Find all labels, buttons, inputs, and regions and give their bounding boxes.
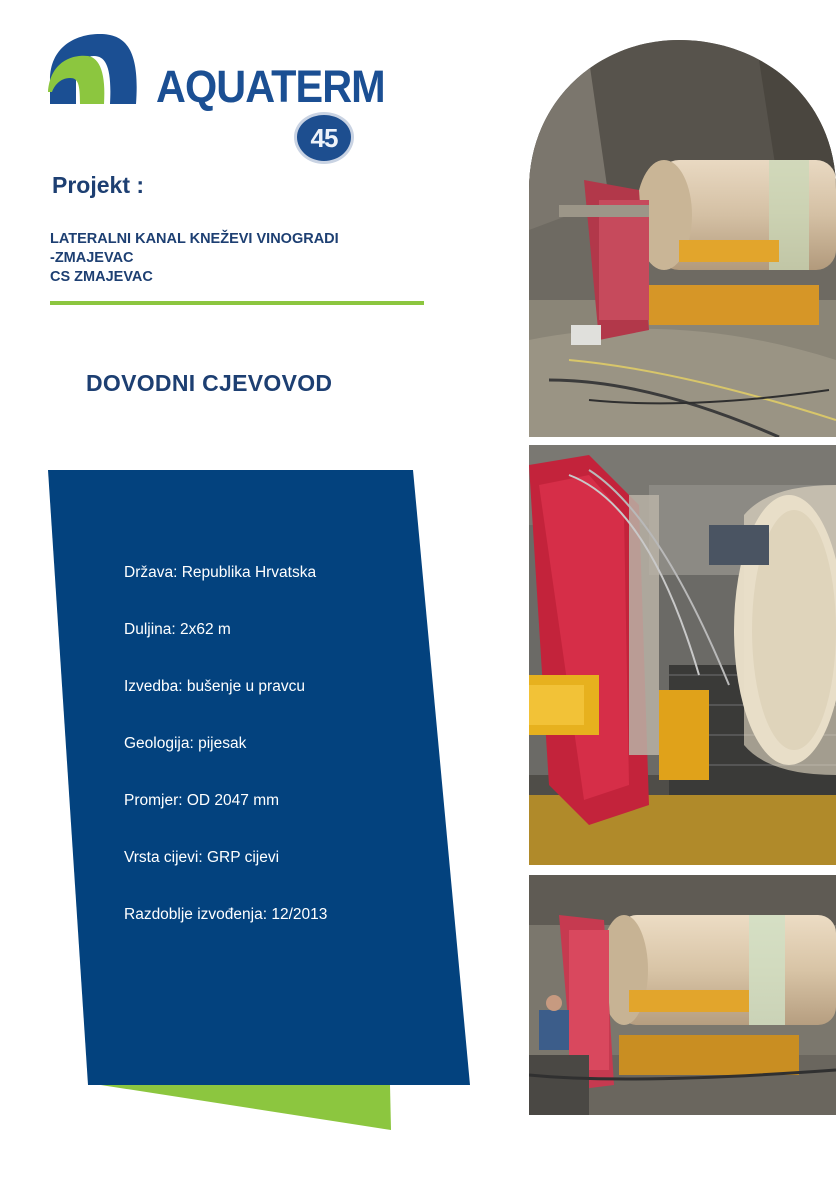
project-details	[124, 563, 327, 962]
detail-method: Izvedba: bušenje u pravcu	[124, 678, 305, 695]
detail-period: Razdoblje izvođenja: 12/2013	[124, 906, 328, 923]
project-name-line-3: CS ZMAJEVAC	[50, 269, 153, 285]
project-heading: Projekt :	[52, 172, 145, 198]
detail-length: Duljina: 2x62 m	[124, 621, 231, 638]
site-photo-3	[529, 875, 836, 1115]
detail-pipe-type: Vrsta cijevi: GRP cijevi	[124, 849, 280, 866]
anniversary-number: 45	[310, 122, 338, 153]
project-name-line-2: -ZMAJEVAC	[50, 250, 134, 266]
detail-country: Država: Republika Hrvatska	[124, 564, 317, 581]
site-photo-1	[529, 40, 836, 437]
project-name-line-1: LATERALNI KANAL KNEŽEVI VINOGRADI	[50, 231, 339, 247]
green-accent-shape	[88, 1083, 391, 1130]
site-photo-2	[529, 445, 836, 865]
detail-diameter: Promjer: OD 2047 mm	[124, 792, 280, 809]
brand-name: AQUATERM	[156, 61, 385, 112]
section-title: DOVODNI CJEVOVOD	[86, 370, 333, 396]
detail-geology: Geologija: pijesak	[124, 735, 247, 752]
